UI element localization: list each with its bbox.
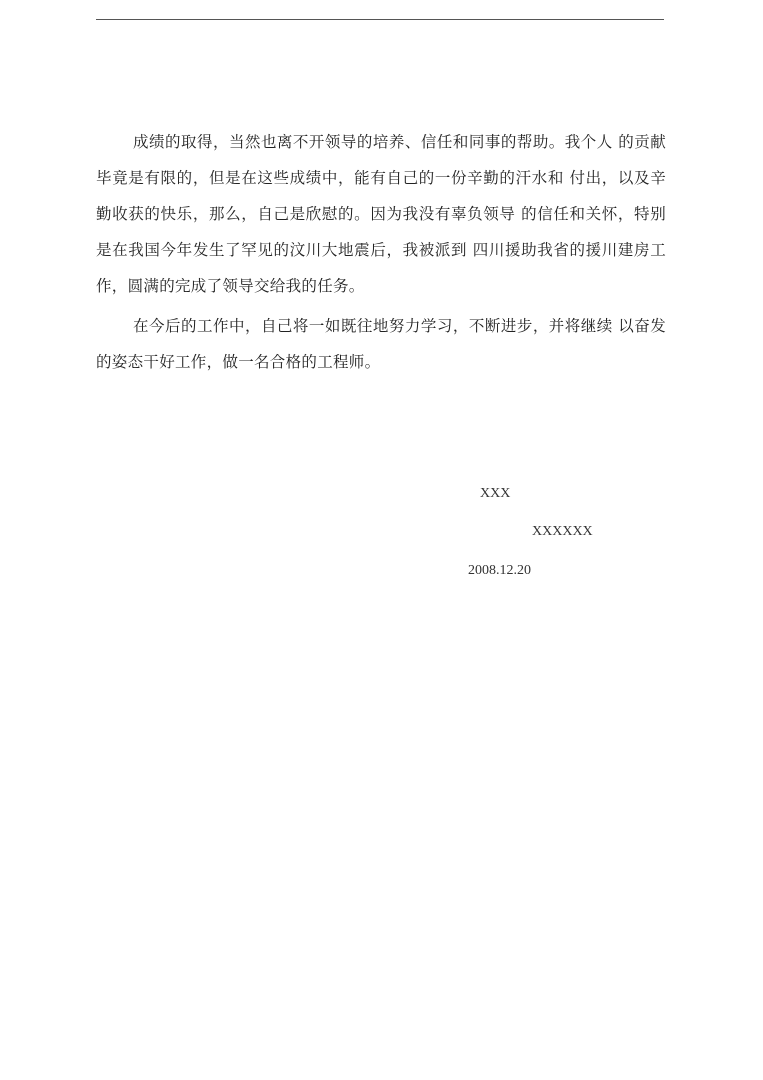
signature-organization: XXXXXX xyxy=(532,524,593,539)
signature-date: 2008.12.20 xyxy=(468,563,531,578)
paragraph-2: 在今后的工作中，自己将一如既往地努力学习，不断进步，并将继续 以奋发的姿态干好工作，做一名合格的工程师。 xyxy=(96,317,666,371)
header-rule xyxy=(96,19,664,20)
paragraph-1: 成绩的取得，当然也离不开领导的培养、信任和同事的帮助。我个人 的贡献毕竟是有限的，但是在这些成绩中，能有自己的一份辛勤的汗水和 付出，以及辛勤收获的快乐，那么，自己是欣慰的。因为我没有辜负领导 的信任和关怀，特别是在我国今年发生了罕见的汶川大地震后，我被派到 四川援助我省的援川建房工作，圆满的完成了领导交给我的任务。 xyxy=(96,133,666,295)
document-body xyxy=(96,124,666,380)
signature-name: XXX xyxy=(480,486,511,501)
